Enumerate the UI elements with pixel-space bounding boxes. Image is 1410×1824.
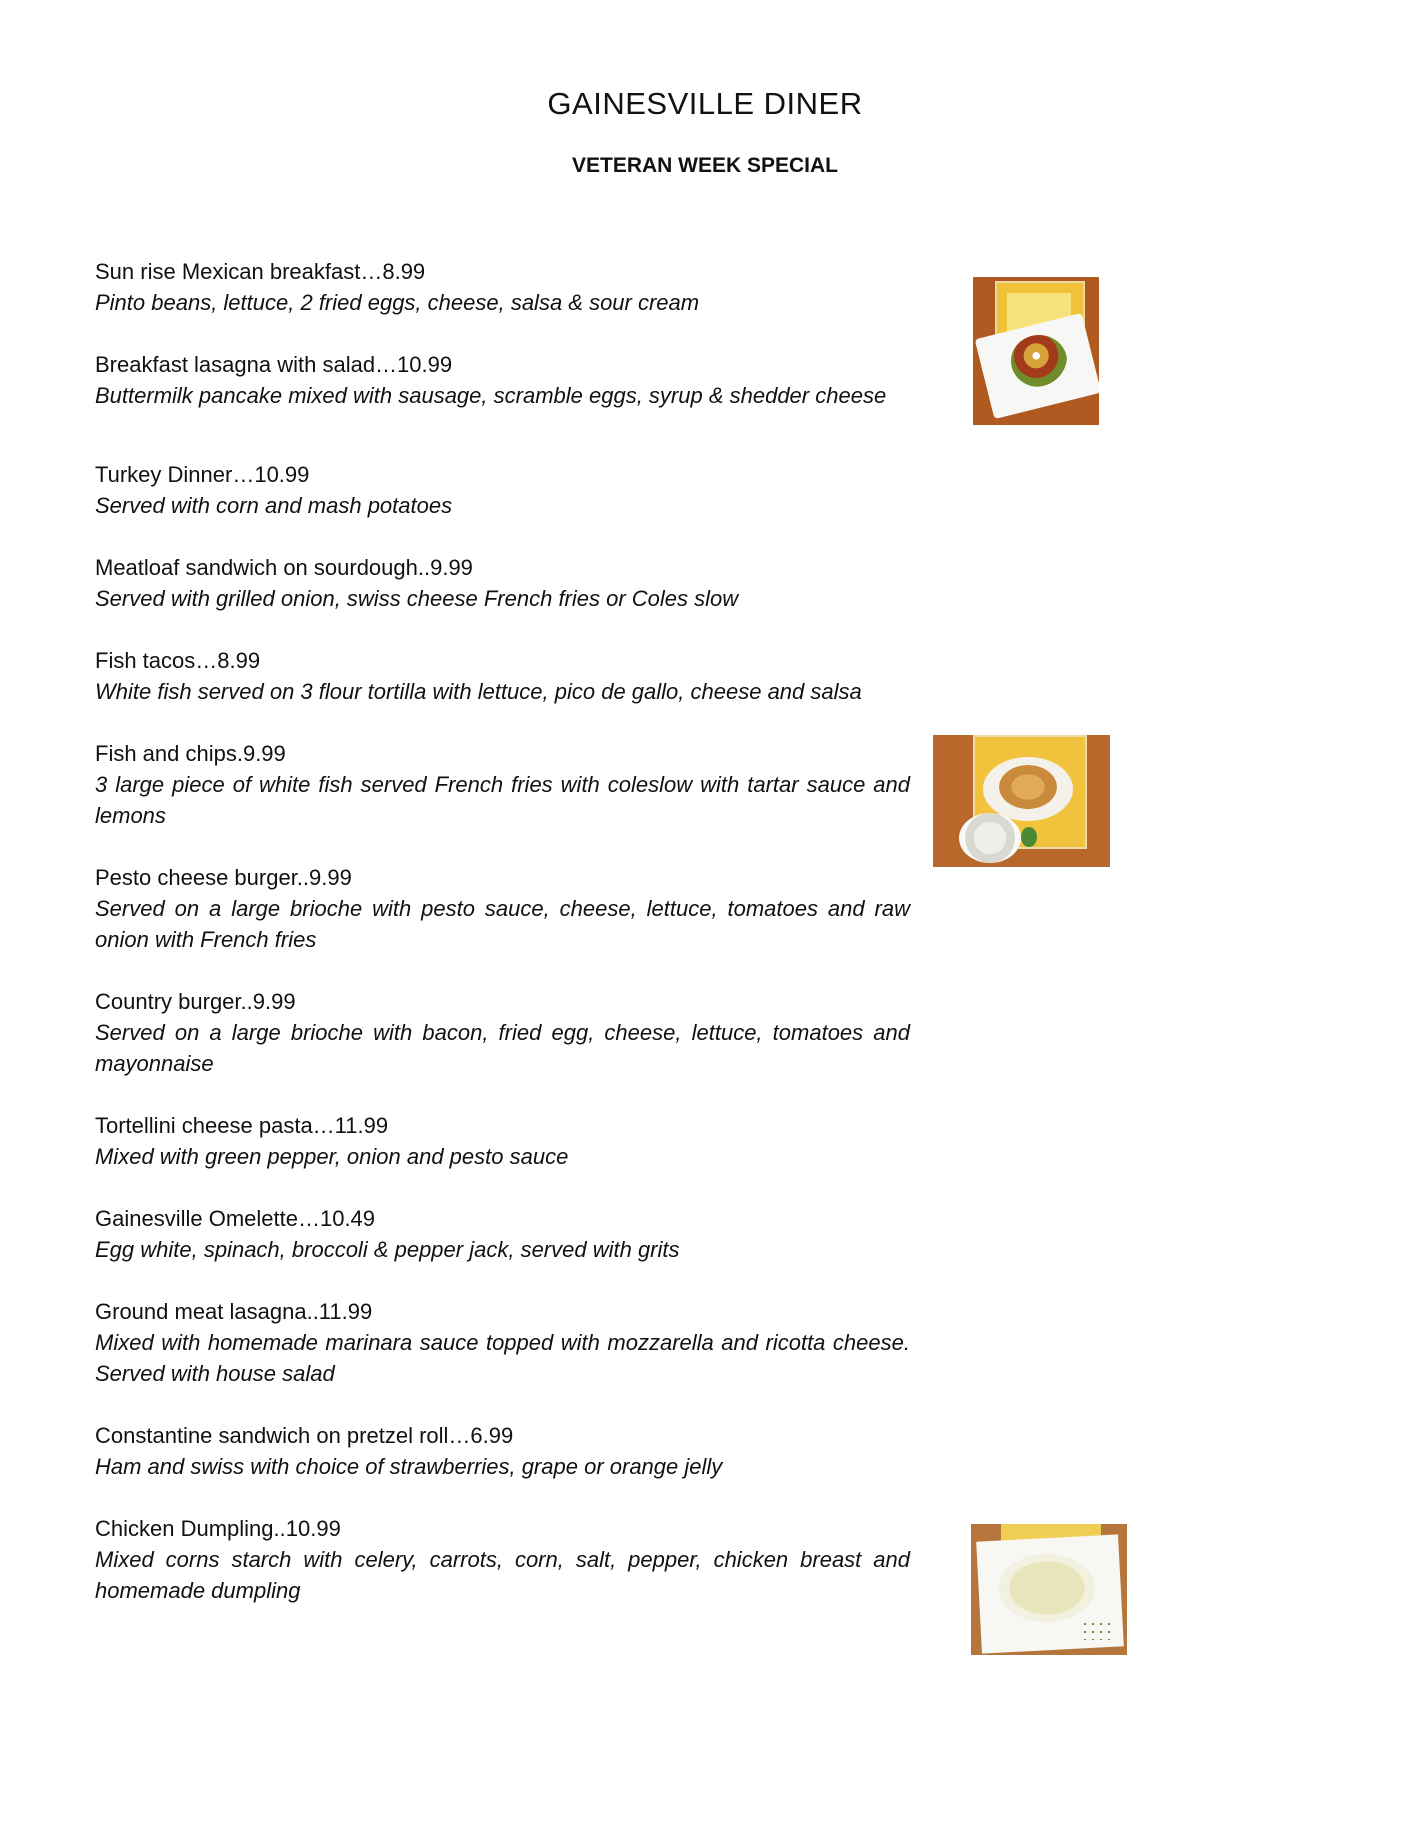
photo-food bbox=[1011, 335, 1067, 387]
menu-item-name: Country burger..9.99 bbox=[95, 989, 296, 1014]
menu-item-name: Breakfast lasagna with salad…10.99 bbox=[95, 352, 453, 377]
menu-item-gainesville-omelette bbox=[95, 1203, 910, 1265]
photo-fish bbox=[999, 765, 1057, 809]
menu-item-name: Chicken Dumpling..10.99 bbox=[95, 1516, 341, 1541]
menu-item-description: Served with corn and mash potatoes bbox=[95, 493, 453, 518]
menu-item-description: Mixed with homemade marinara sauce topped with mozzarella and ricotta cheese. Served with house salad bbox=[95, 1330, 910, 1386]
menu-item-description: Pinto beans, lettuce, 2 fried eggs, cheese, salsa & sour cream bbox=[95, 290, 700, 315]
menu-item-description: Buttermilk pancake mixed with sausage, scramble eggs, syrup & shedder cheese bbox=[95, 383, 887, 408]
photo-sauce-bowl bbox=[959, 813, 1021, 863]
menu-item-chicken-dumpling bbox=[95, 1513, 910, 1606]
menu-item-country-burger bbox=[95, 986, 910, 1079]
menu-item-fish-tacos bbox=[95, 645, 910, 707]
fish-and-chips-photo bbox=[933, 735, 1110, 867]
menu-item-name: Constantine sandwich on pretzel roll…6.99 bbox=[95, 1423, 514, 1448]
menu-item-sunrise-mexican-breakfast bbox=[95, 256, 910, 318]
menu-item-pesto-cheese-burger bbox=[95, 862, 910, 955]
menu-item-description: Served with grilled onion, swiss cheese French fries or Coles slow bbox=[95, 586, 739, 611]
menu-item-ground-meat-lasagna bbox=[95, 1296, 910, 1389]
menu-item-name: Pesto cheese burger..9.99 bbox=[95, 865, 352, 890]
menu-item-name: Tortellini cheese pasta…11.99 bbox=[95, 1113, 389, 1138]
menu-item-description: Ham and swiss with choice of strawberries, grape or orange jelly bbox=[95, 1454, 723, 1479]
menu-item-name: Fish tacos…8.99 bbox=[95, 648, 261, 673]
menu-item-constantine-sandwich bbox=[95, 1420, 910, 1482]
menu-item-description: Egg white, spinach, broccoli & pepper jack, served with grits bbox=[95, 1237, 680, 1262]
menu-item-name: Sun rise Mexican breakfast…8.99 bbox=[95, 259, 426, 284]
chicken-dumpling-photo bbox=[971, 1524, 1127, 1655]
menu-item-name: Ground meat lasagna..11.99 bbox=[95, 1299, 373, 1324]
menu-item-description: Served on a large brioche with pesto sauce, cheese, lettuce, tomatoes and raw onion with French fries bbox=[95, 896, 910, 952]
menu-item-description: 3 large piece of white fish served French fries with coleslow with tartar sauce and lemons bbox=[95, 772, 910, 828]
menu-item-description: Mixed corns starch with celery, carrots, corn, salt, pepper, chicken breast and homemade dumpling bbox=[95, 1547, 910, 1603]
photo-garnish bbox=[1081, 1620, 1111, 1640]
menu-item-name: Meatloaf sandwich on sourdough..9.99 bbox=[95, 555, 473, 580]
menu-item-meatloaf-sandwich bbox=[95, 552, 910, 614]
menu-item-turkey-dinner bbox=[95, 459, 910, 521]
photo-greens bbox=[1021, 827, 1037, 847]
page-subtitle: VETERAN WEEK SPECIAL bbox=[571, 154, 839, 177]
menu-item-name: Fish and chips.9.99 bbox=[95, 741, 286, 766]
breakfast-food-photo bbox=[973, 277, 1099, 425]
page-title: GAINESVILLE DINER bbox=[547, 86, 863, 121]
menu-item-fish-and-chips bbox=[95, 738, 910, 831]
menu-item-description: White fish served on 3 flour tortilla with lettuce, pico de gallo, cheese and salsa bbox=[95, 679, 862, 704]
menu-item-description: Served on a large brioche with bacon, fried egg, cheese, lettuce, tomatoes and mayonnaise bbox=[95, 1020, 910, 1076]
menu-item-tortellini-cheese-pasta bbox=[95, 1110, 910, 1172]
photo-soup bbox=[999, 1554, 1095, 1622]
menu-item-name: Gainesville Omelette…10.49 bbox=[95, 1206, 376, 1231]
menu-item-breakfast-lasagna bbox=[95, 349, 910, 411]
menu-item-name: Turkey Dinner…10.99 bbox=[95, 462, 310, 487]
menu-item-description: Mixed with green pepper, onion and pesto sauce bbox=[95, 1144, 569, 1169]
